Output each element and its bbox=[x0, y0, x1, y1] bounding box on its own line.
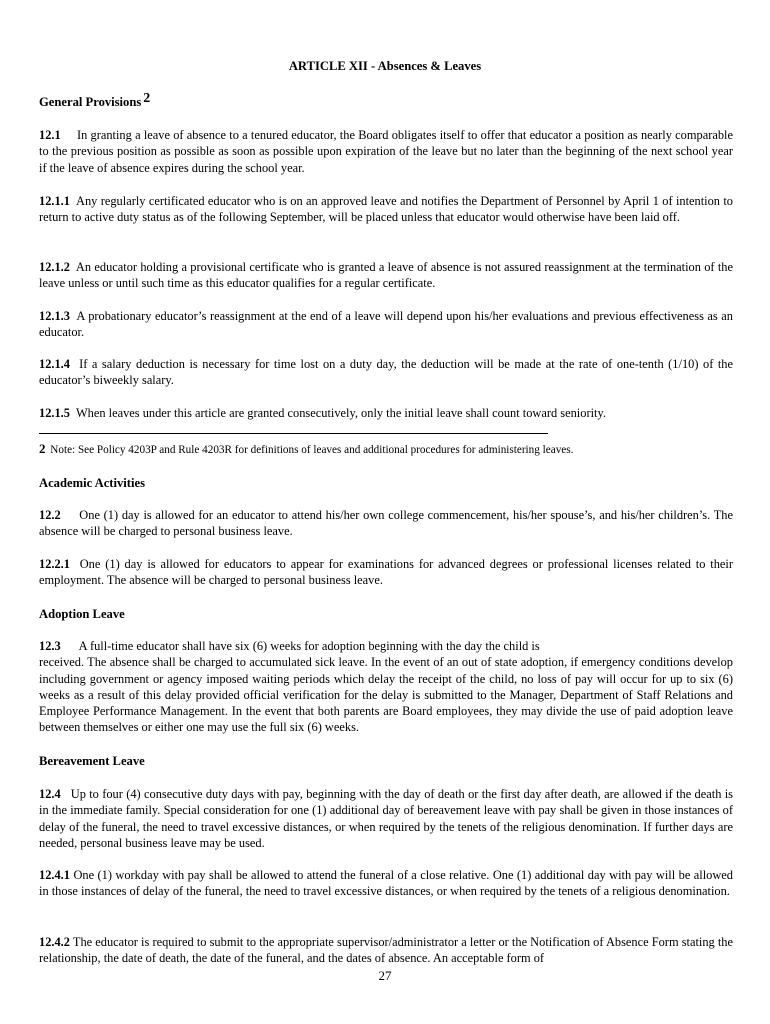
footnote-divider bbox=[39, 433, 548, 434]
section-text: Any regularly certificated educator who is on an approved leave and notifies the Department of Personnel by April 1 of intention to return to active duty status as of the following September, will be placed unless that educator would otherwise have been laid off. bbox=[39, 194, 733, 225]
heading-general-provisions bbox=[39, 91, 151, 111]
footnote-marker: 2 bbox=[39, 441, 46, 456]
section-text: A full-time educator shall have six (6) weeks for adoption beginning with the day the child is bbox=[78, 639, 540, 653]
section-number: 12.4 bbox=[39, 787, 61, 801]
section-number: 12.1.2 bbox=[39, 260, 70, 274]
section-number: 12.1.5 bbox=[39, 406, 70, 420]
heading-academic-activities: Academic Activities bbox=[39, 476, 145, 490]
section-12-4-1 bbox=[39, 867, 733, 900]
section-12-1-2 bbox=[39, 259, 733, 292]
section-number: 12.2.1 bbox=[39, 557, 70, 571]
section-text: One (1) workday with pay shall be allowed to attend the funeral of a close relative. One (1) additional day with pay will be allowed in those instances of delay of the funeral, the need to travel excessive distances, or when required by the tenets of a religious denomination. bbox=[39, 868, 733, 899]
section-text: A probationary educator’s reassignment at the end of a leave will depend upon his/her evaluations and previous effectiveness as an educator. bbox=[39, 309, 733, 340]
section-text: Up to four (4) consecutive duty days with pay, beginning with the day of death or the first day after death, are allowed if the death is in the immediate family. Special consideration for one (1) additional day of bereavement leave with pay shall be given in those instances of delay of the funeral, the need to travel excessive distances, or when required by the tenets of the religious denomination. If further days are needed, personal business leave may be used. bbox=[39, 787, 734, 850]
heading-adoption-leave: Adoption Leave bbox=[39, 607, 125, 621]
footnote bbox=[39, 441, 573, 458]
section-text: In granting a leave of absence to a tenured educator, the Board obligates itself to offer that educator a position as nearly comparable to the previous position as possible as soon as possible upon expiration of the leave but no later than the beginning of the next school year if the leave of absence expires during the school year. bbox=[39, 128, 733, 175]
footnote-text: Note: See Policy 4203P and Rule 4203R for definitions of leaves and additional procedures for administering leaves. bbox=[50, 444, 574, 456]
section-number: 12.2 bbox=[39, 508, 61, 522]
section-text: received. The absence shall be charged to accumulated sick leave. In the event of an out of state adoption, if emergency conditions develop including government or agency imposed waiting periods which delay the receipt of the child, no loss of pay will occur for up to six (6) weeks as a result of this delay provided official verification for the delay is submitted to the Manager, Department of Staff Relations and Employee Performance Management. In the event that both parents are Board employees, they may divide the use of paid adoption leave between themselves or either one may use the full six (6) weeks. bbox=[39, 655, 733, 735]
section-12-4-2 bbox=[39, 934, 733, 967]
section-12-1-1 bbox=[39, 193, 733, 226]
section-number: 12.1 bbox=[39, 128, 61, 142]
heading-general-provisions-text: General Provisions bbox=[39, 95, 142, 109]
section-text: If a salary deduction is necessary for time lost on a duty day, the deduction will be made at the rate of one-tenth (1/10) of the educator’s biweekly salary. bbox=[39, 357, 733, 388]
section-12-1-5 bbox=[39, 405, 733, 421]
section-text: The educator is required to submit to the appropriate supervisor/administrator a letter or the Notification of Absence Form stating the relationship, the date of death, the date of the funeral, and the dates of absence. An acceptable form of bbox=[39, 935, 733, 966]
article-title: ARTICLE XII - Absences & Leaves bbox=[288, 59, 482, 73]
section-text: One (1) day is allowed for an educator to attend his/her own college commencement, his/her spouse’s, and his/her children’s. The absence will be charged to personal business leave. bbox=[39, 508, 733, 539]
section-number: 12.3 bbox=[39, 639, 61, 653]
section-number: 12.1.3 bbox=[39, 309, 70, 323]
section-12-1-3 bbox=[39, 308, 733, 341]
section-12-1 bbox=[39, 127, 733, 176]
section-text: When leaves under this article are granted consecutively, only the initial leave shall count toward seniority. bbox=[75, 406, 606, 420]
section-12-3 bbox=[39, 638, 733, 736]
section-text: An educator holding a provisional certificate who is granted a leave of absence is not assured reassignment at the termination of the leave unless or until such time as this educator qualifies for a regular certificate. bbox=[39, 260, 734, 291]
section-12-2 bbox=[39, 507, 733, 540]
footnote-reference: 2 bbox=[143, 91, 151, 106]
section-number: 12.4.2 bbox=[39, 935, 70, 949]
section-number: 12.1.4 bbox=[39, 357, 70, 371]
section-12-2-1 bbox=[39, 556, 733, 589]
section-first-line bbox=[39, 638, 733, 654]
section-text: One (1) day is allowed for educators to appear for examinations for advanced degrees or professional licenses related to their employment. The absence will be charged to personal business leave. bbox=[39, 557, 734, 588]
section-12-1-4 bbox=[39, 356, 733, 389]
section-number: 12.1.1 bbox=[39, 194, 70, 208]
heading-bereavement-leave: Bereavement Leave bbox=[39, 754, 145, 768]
section-number: 12.4.1 bbox=[39, 868, 70, 882]
page-number: 27 bbox=[378, 968, 392, 983]
section-12-4 bbox=[39, 786, 733, 851]
